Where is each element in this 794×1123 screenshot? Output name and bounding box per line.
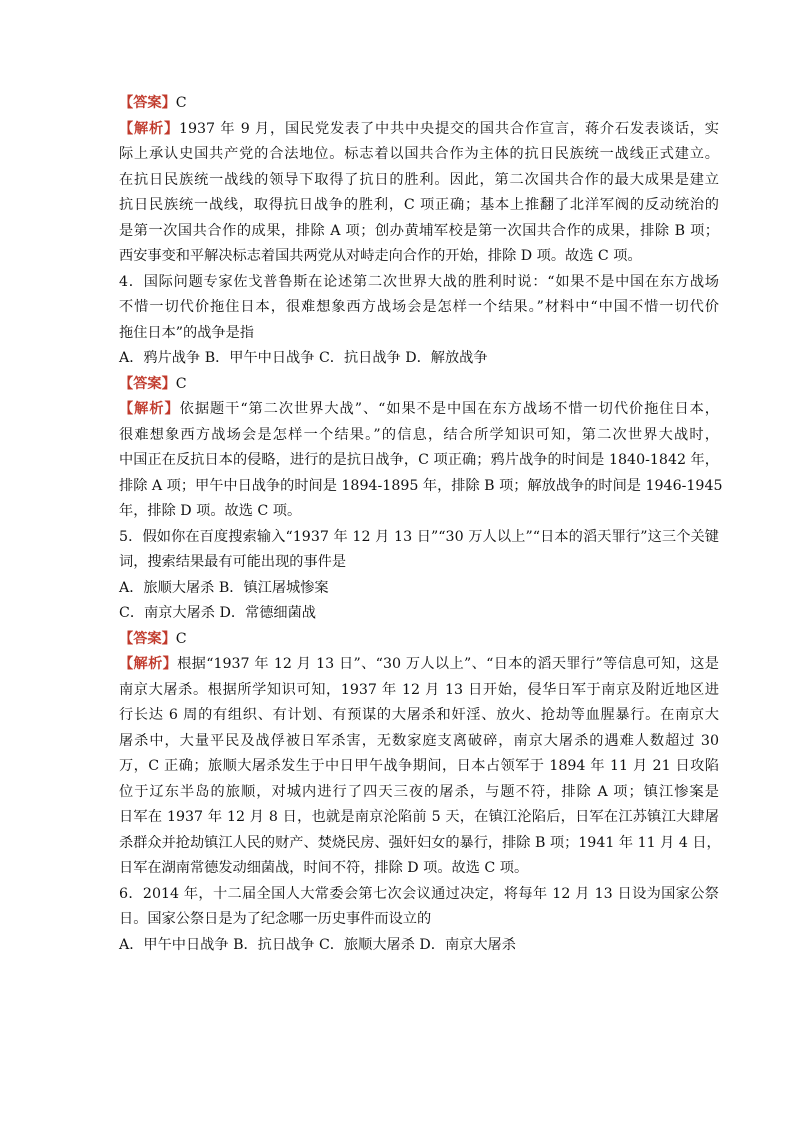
q4-answer [119,372,719,398]
q3-analysis-line-6: 西安事变和平解决标志着国共两党从对峙走向合作的开始，排除 D 项。故选 C 项。 [119,248,642,264]
q5-stem-line-2: 词，搜索结果最有可能出现的事件是 [119,554,347,570]
q5-analysis-line-8: 杀群众并抢劫镇江人民的财产、焚烧民房、强奸妇女的暴行，排除 B 项；1941 年 11 月 4 日， [119,834,721,851]
q5-analysis-line-2: 南京大屠杀。根据所学知识可知，1937 年 12 月 13 日开始，侵华日军于南京及附近地区进 [119,681,719,698]
q5-analysis-line-6: 位于辽东半岛的旅顺，对城内进行了四天三夜的屠杀，与题不符，排除 A 项；镇江惨案是 [119,783,719,800]
analysis-tag: 【解析】 [119,120,179,137]
q4-analysis-line-1: 【解析】依据题干“第二次世界大战”、“如果不是中国在东方战场不惜一切代价拖住日本， [119,401,719,417]
q5-analysis-line-4: 屠杀中，大量平民及战俘被日军杀害，无数家庭支离破碎，南京大屠杀的遇难人数超过 30 [119,732,719,749]
document-page [119,91,723,958]
q5-options-line-2: C．南京大屠杀 D．常德细菌战 [119,605,316,621]
q6-stem-line-1: 6．2014 年，十二届全国人大常委会第七次会议通过决定，将每年 12 月 13 日设为国家公祭 [119,885,719,902]
q3-analysis-line-4: 抗日民族统一战线，取得抗日战争的胜利，C 项正确；基本上推翻了北洋军阀的反动统治的 [119,197,719,213]
q4-analysis-line-5: 年，排除 D 项。故选 C 项。 [119,503,302,519]
q6-options: A．甲午中日战争 B．抗日战争 C．旅顺大屠杀 D．南京大屠杀 [119,936,516,953]
answer-value: C [175,95,187,111]
q3-analysis-line-3: 在抗日民族统一战线的领导下取得了抗日的胜利。因此，第二次国共合作的最大成果是建立 [119,171,719,188]
q5-analysis-line-3: 行长达 6 周的有组织、有计划、有预谋的大屠杀和奸淫、放火、抢劫等血腥暴行。在南京大 [119,707,719,723]
analysis-tag: 【解析】 [119,656,178,672]
q4-options: A．鸦片战争 B．甲午中日战争 C．抗日战争 D．解放战争 [119,350,488,366]
answer-value: C [175,375,187,392]
q4-analysis-line-3: 中国正在反抗日本的侵略，进行的是抗日战争，C 项正确；鸦片战争的时间是 1840-1842 年， [119,452,719,468]
q3-analysis-line-2: 际上承认史国共产党的合法地位。标志着以国共合作为主体的抗日民族统一战线正式建立。 [119,146,719,162]
answer-tag: 【答案】 [119,375,176,392]
q4-stem-line-1: 4．国际问题专家佐戈普鲁斯在论述第二次世界大战的胜利时说：“如果不是中国在东方战场 [119,273,719,290]
q4-stem-line-3: 拖住日本”的战争是指 [119,324,254,341]
answer-tag: 【答案】 [119,95,176,111]
q3-answer [119,91,719,117]
q5-answer [119,627,719,653]
answer-tag: 【答案】 [119,630,176,647]
q3-analysis-line-5: 是第一次国共合作的成果，排除 A 项；创办黄埔军校是第一次国共合作的成果，排除 B 项； [119,222,719,239]
answer-value: C [175,630,187,647]
analysis-tag: 【解析】 [119,401,180,417]
q5-stem-line-1: 5．假如你在百度搜索输入“1937 年 12 月 13 日”“30 万人以上”“日本的滔天罪行”这三个关键 [119,528,719,545]
q4-analysis-line-2: 很难想象西方战场会是怎样一个结果。”的信息，结合所学知识可知，第二次世界大战时， [119,426,719,443]
q5-analysis-line-7: 日军在 1937 年 12 月 8 日，也就是南京沦陷前 5 天，在镇江沦陷后，日军在江苏镇江大肆屠 [119,809,719,825]
q3-analysis-line-1: 【解析】1937 年 9 月，国民党发表了中共中央提交的国共合作宣言，蒋介石发表谈话，实 [119,120,719,137]
q5-analysis-line-9: 日军在湖南常德发动细菌战，时间不符，排除 D 项。故选 C 项。 [119,860,529,876]
q5-options-line-1: A．旅顺大屠杀 B．镇江屠城惨案 [119,579,329,596]
q5-analysis-line-5: 万，C 正确；旅顺大屠杀发生于中日甲午战争期间，日本占领军于 1894 年 11 月 21 日攻陷 [119,758,719,774]
q4-stem-line-2: 不惜一切代价拖住日本，很难想象西方战场会是怎样一个结果。”材料中“中国不惜一切代价 [119,299,719,315]
q6-stem-line-2: 日。国家公祭日是为了纪念哪一历史事件而设立的 [119,911,432,927]
q5-analysis-line-1: 【解析】根据“1937 年 12 月 13 日”、“30 万人以上”、“日本的滔天罪行”等信息可知，这是 [119,656,719,672]
q4-analysis-line-4: 排除 A 项；甲午中日战争的时间是 1894-1895 年，排除 B 项；解放战争的时间是 1946-1945 [119,477,723,494]
